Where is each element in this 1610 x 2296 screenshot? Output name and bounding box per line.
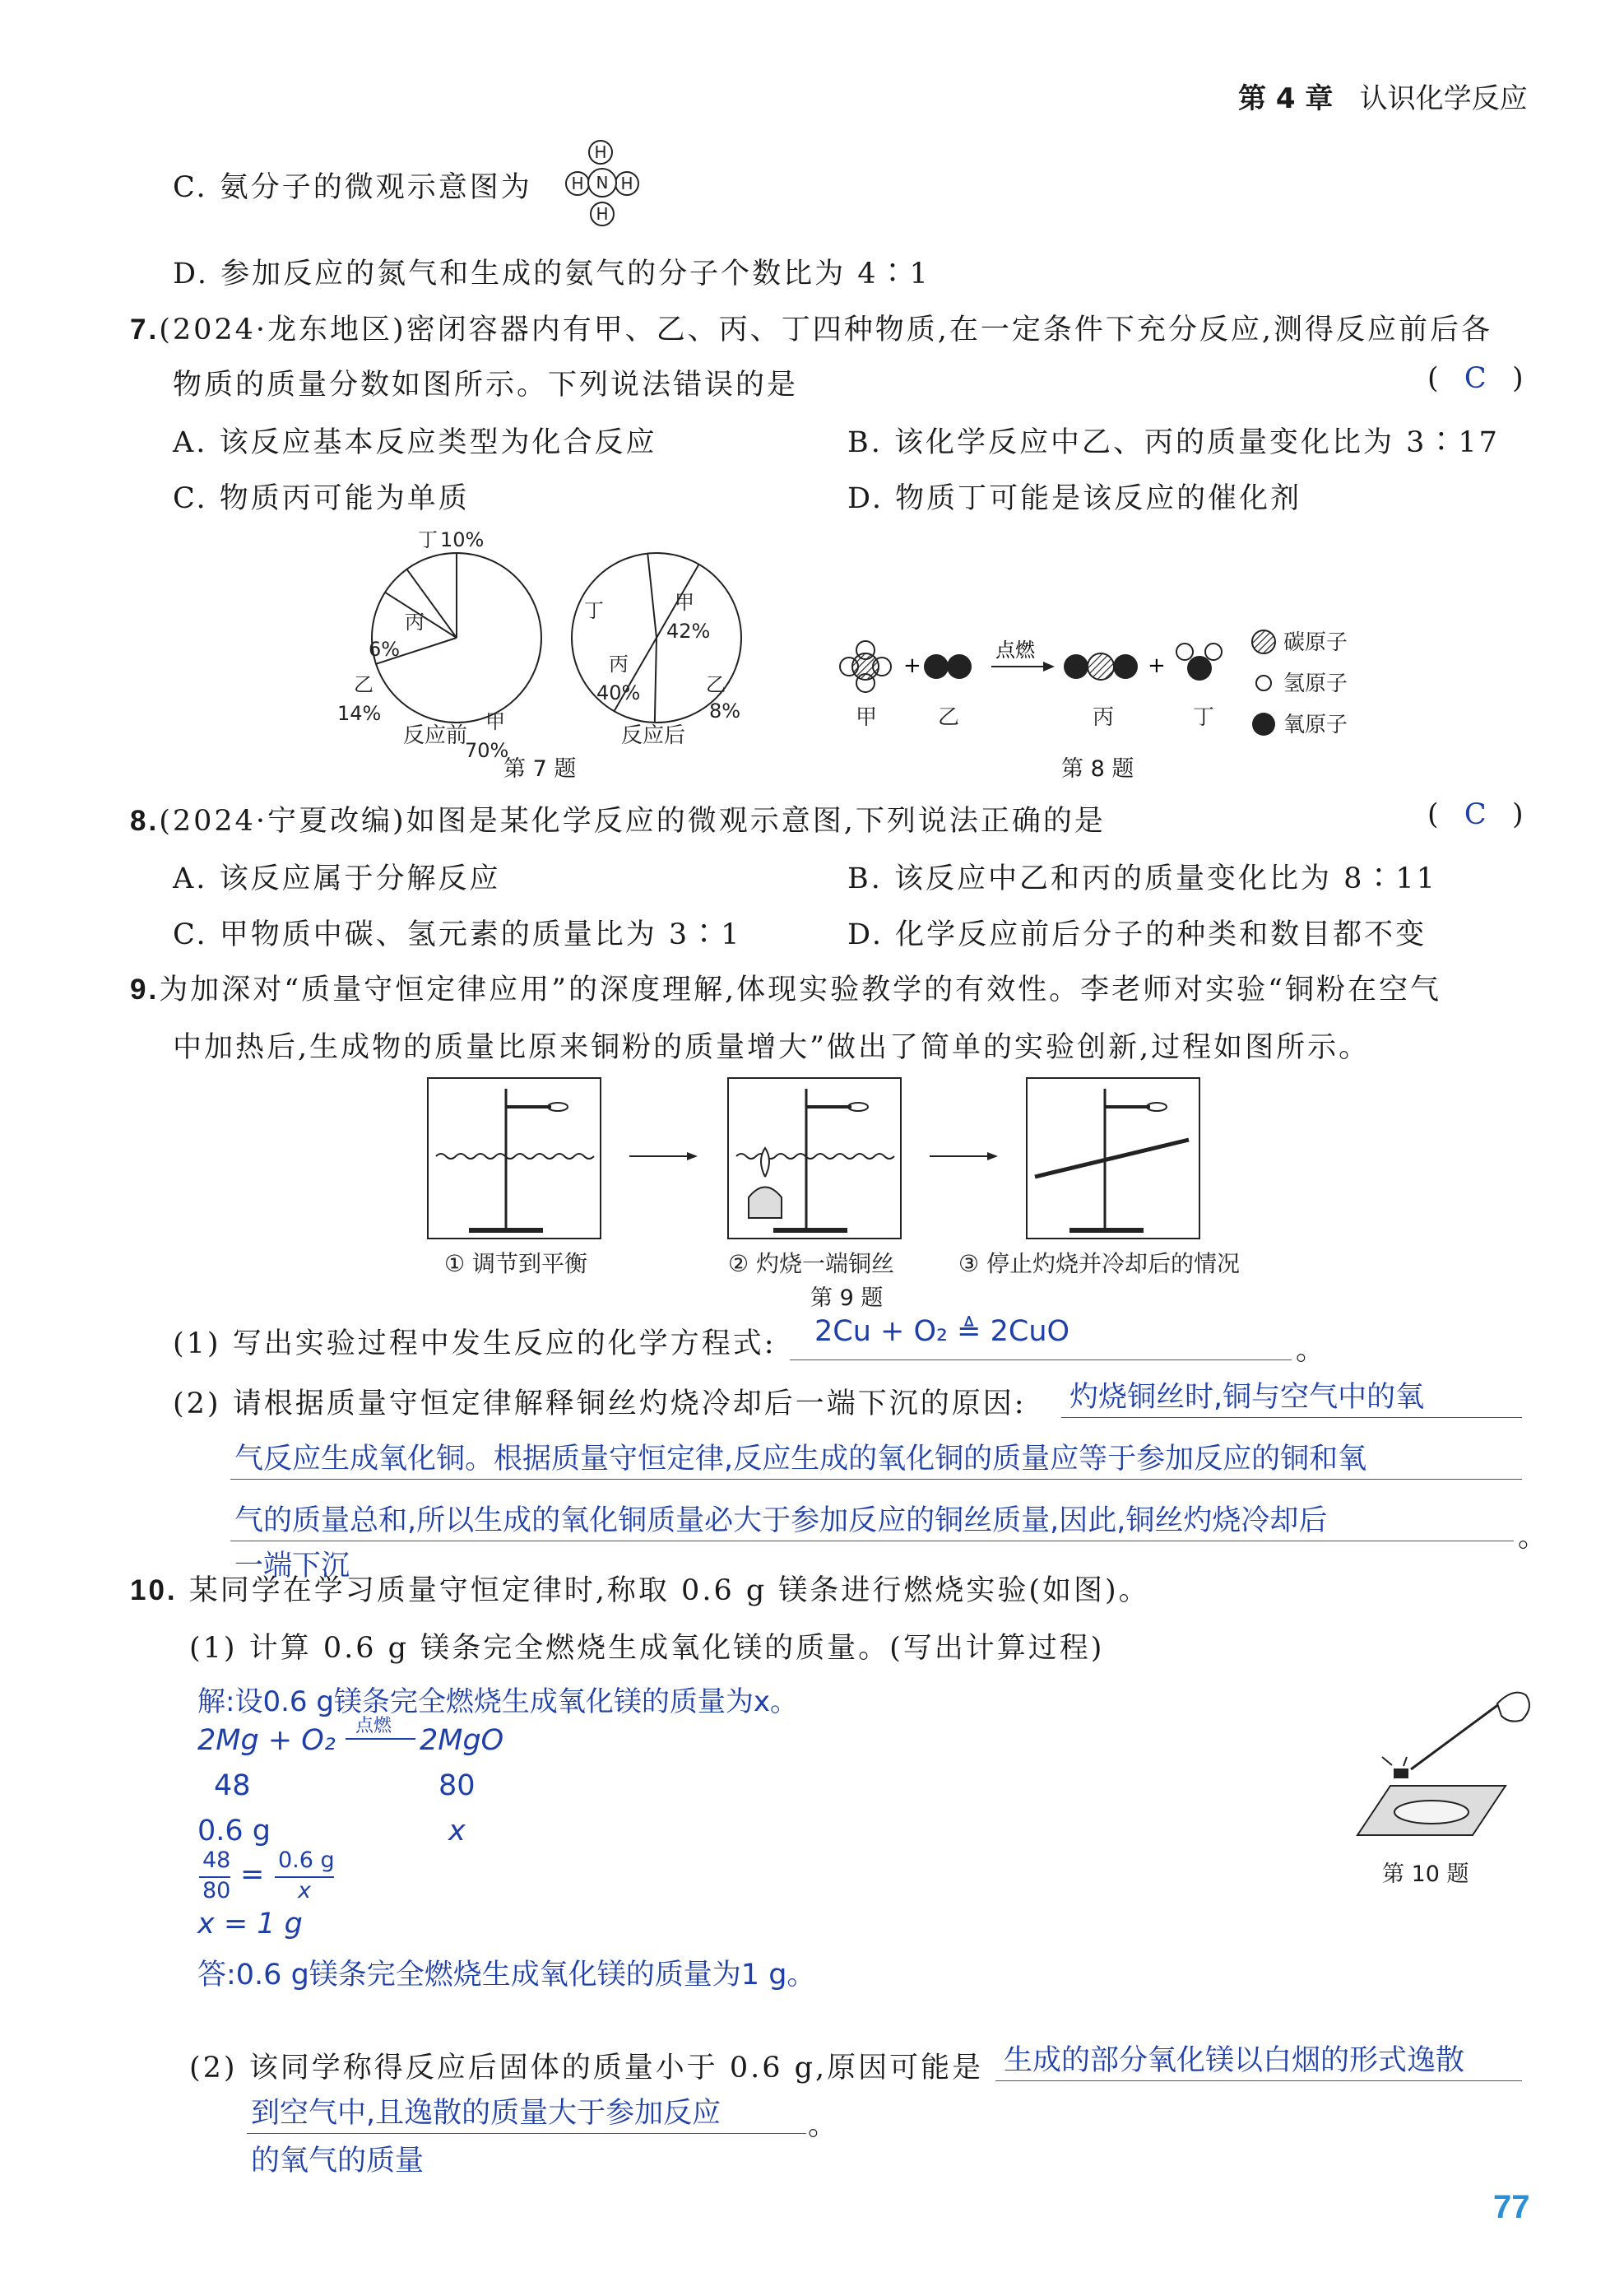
q7-option-b: B. 该化学反应中乙、丙的质量变化比为 3∶17	[847, 426, 1500, 459]
q10-part2-end: 。	[808, 2109, 840, 2142]
q10-mass-mgo: 80	[438, 1769, 476, 1802]
q9-underline-2	[230, 1479, 1522, 1480]
q10-result: x = 1 g	[197, 1908, 303, 1940]
label-yi: 乙	[938, 705, 960, 730]
q9-stem-line2: 中加热后,生成物的质量比原来铜粉的质量增大”做出了简单的实验创新,过程如图所示。	[173, 1031, 1371, 1064]
pie-before-label-yi: 乙	[354, 673, 374, 696]
svg-text:H: H	[571, 174, 584, 193]
q9-underline-1	[1061, 1417, 1522, 1418]
ammonia-molecule-diagram	[535, 136, 642, 226]
q9-part2-answer-line3: 气的质量总和,所以生成的氧化铜质量必大于参加反应的铜丝质量,因此,铜丝灼烧冷却后	[234, 1504, 1328, 1537]
q8-answer: C	[1464, 798, 1489, 831]
q9-part2-end: 。	[1518, 1521, 1550, 1554]
q10-frac1-den: 80	[202, 1878, 231, 1903]
reaction-condition: 点燃	[995, 639, 1035, 662]
q9-part2-prompt: (2) 请根据质量守恒定律解释铜丝灼烧冷却后一端下沉的原因:	[173, 1387, 1027, 1420]
q8-micro-diagram	[831, 617, 1374, 741]
q7-stem-text1: (2024·龙东地区)密闭容器内有甲、乙、丙、丁四种物质,在一定条件下充分反应,测得反应前后各	[159, 314, 1492, 346]
pie-before-label-ding: 丁	[418, 528, 438, 551]
svg-text:H: H	[596, 204, 609, 224]
q10-unknown: x	[448, 1815, 466, 1847]
q10-frac1-num: 48	[202, 1847, 231, 1873]
pie-after-label-yi: 乙	[706, 673, 726, 696]
label-ding: 丁	[1193, 705, 1215, 730]
q10-magnesium-burning-illustration	[1325, 1679, 1538, 1843]
q8-option-d: D. 化学反应前后分子的种类和数目都不变	[847, 918, 1427, 951]
q9-step-3: ③ 停止灼烧并冷却后的情况	[958, 1250, 1241, 1277]
q8-option-c: C. 甲物质中碳、氢元素的质量比为 3∶1	[173, 918, 742, 951]
q9-part2-answer-line2: 气反应生成氧化铜。根据质量守恒定律,反应生成的氧化铜的质量应等于参加反应的铜和氧	[234, 1443, 1367, 1476]
q7-option-c: C. 物质丙可能为单质	[173, 482, 470, 515]
q9-step-1: ① 调节到平衡	[444, 1250, 588, 1277]
svg-text:+: +	[903, 653, 921, 678]
molecule-bing	[1064, 653, 1138, 680]
svg-text:H: H	[620, 174, 633, 193]
q9-experiment-diagram	[420, 1074, 1242, 1304]
q9-panel-3	[1027, 1078, 1199, 1239]
q10-equation-right: 2MgO	[420, 1724, 504, 1757]
q10-part2-answer-line3: 的氧气的质量	[251, 2145, 425, 2177]
q8-answer-bracket: ( C )	[1427, 798, 1526, 831]
chapter-number: 第 4 章	[1238, 82, 1334, 115]
q10-given-mass: 0.6 g	[197, 1815, 271, 1847]
pie-before-label-jia: 甲	[485, 710, 505, 733]
q10-mass-mg: 48	[214, 1769, 251, 1802]
q6-option-c: C. 氨分子的微观示意图为	[173, 171, 532, 204]
molecule-jia	[840, 641, 891, 692]
label-bing: 丙	[1093, 705, 1115, 730]
q10-answer-sentence: 答:0.6 g镁条完全燃烧生成氧化镁的质量为1 g。	[197, 1959, 816, 1992]
q9-panel-1	[428, 1078, 601, 1239]
pie-after-pct-yi: 8%	[709, 699, 741, 723]
q10-frac2-den: x	[298, 1878, 311, 1903]
q10-equation-bar	[346, 1738, 415, 1740]
pie-after-pct-bing: 40%	[596, 681, 641, 704]
q9-part1-underline	[790, 1359, 1292, 1360]
q9-caption: 第 9 题	[810, 1285, 884, 1311]
svg-text:氧原子: 氧原子	[1283, 713, 1348, 737]
svg-text:+: +	[1148, 653, 1166, 678]
pie-after-pct-jia: 42%	[666, 620, 711, 643]
q9-part2-answer-line4: 一端下沉	[234, 1550, 350, 1583]
svg-text:氢原子: 氢原子	[1283, 672, 1348, 696]
svg-text:碳原子: 碳原子	[1283, 630, 1348, 655]
pie-after-caption: 反应后	[621, 723, 686, 748]
q8-stem	[130, 798, 1106, 839]
q10-frac2-num: 0.6 g	[278, 1847, 335, 1873]
q8-legend	[1252, 630, 1348, 737]
pie-before-pct-bing: 6%	[369, 638, 401, 661]
q10-underline-2	[247, 2133, 806, 2134]
q9-part1-answer: 2Cu + O₂ ≜ 2CuO	[814, 1315, 1070, 1348]
chapter-header	[1238, 76, 1528, 116]
q7-number: 7.	[130, 314, 160, 346]
q9-panel-2	[728, 1078, 901, 1239]
q9-part2-answer-line1: 灼烧铜丝时,铜与空气中的氧	[1069, 1381, 1425, 1414]
q9-stem-line1	[130, 967, 1441, 1008]
q10-part2-answer-line1: 生成的部分氧化镁以白烟的形式逸散	[1004, 2044, 1465, 2077]
q8-stem-text: (2024·宁夏改编)如图是某化学反应的微观示意图,下列说法正确的是	[159, 805, 1106, 838]
q7-stem-line1	[130, 307, 1492, 348]
q10-underline-1	[995, 2080, 1522, 2081]
q9-stem-text1: 为加深对“质量守恒定律应用”的深度理解,体现实验教学的有效性。李老师对实验“铜粉在空气	[159, 974, 1442, 1006]
q10-part1-prompt: (1) 计算 0.6 g 镁条完全燃烧生成氧化镁的质量。(写出计算过程)	[189, 1632, 1105, 1665]
chapter-title: 认识化学反应	[1359, 82, 1528, 115]
q10-caption: 第 10 题	[1382, 1861, 1469, 1887]
q10-part2-answer-line2: 到空气中,且逸散的质量大于参加反应	[251, 2097, 721, 2130]
q10-equation-condition: 点燃	[355, 1716, 392, 1736]
svg-text:H: H	[594, 142, 607, 162]
q7-stem-line2: 物质的质量分数如图所示。下列说法错误的是	[173, 369, 799, 402]
q8-number: 8.	[130, 805, 160, 837]
molecule-ding	[1176, 644, 1222, 681]
label-jia: 甲	[856, 705, 878, 730]
q9-part1-end: 。	[1296, 1334, 1328, 1367]
q8-option-b: B. 该反应中乙和丙的质量变化比为 8∶11	[847, 862, 1437, 895]
q7-answer: C	[1464, 362, 1489, 395]
q7-caption: 第 7 题	[503, 756, 577, 782]
pie-after-label-bing: 丙	[609, 653, 629, 676]
q9-part1-prompt: (1) 写出实验过程中发生反应的化学方程式:	[173, 1327, 777, 1360]
q6-option-d: D. 参加反应的氮气和生成的氨气的分子个数比为 4∶1	[173, 258, 930, 290]
q8-caption: 第 8 题	[1061, 756, 1134, 782]
q10-stem-text: 某同学在学习质量守恒定律时,称取 0.6 g 镁条进行燃烧实验(如图)。	[188, 1574, 1150, 1607]
q9-step-2: ② 灼烧一端铜丝	[728, 1250, 895, 1277]
q10-stem	[130, 1568, 1150, 1609]
q9-number: 9.	[130, 974, 160, 1006]
q7-option-d: D. 物质丁可能是该反应的催化剂	[847, 482, 1302, 515]
q8-option-a: A. 该反应属于分解反应	[173, 862, 501, 895]
page-number: 77	[1493, 2189, 1530, 2225]
q10-solution-setup: 解:设0.6 g镁条完全燃烧生成氧化镁的质量为x。	[197, 1685, 799, 1718]
q10-equation-left: 2Mg + O₂	[197, 1724, 336, 1757]
molecule-yi	[924, 654, 972, 679]
pie-after-label-ding: 丁	[584, 599, 604, 622]
pie-before-pct-jia: 70%	[465, 739, 509, 762]
q10-part2-prompt: (2) 该同学称得反应后固体的质量小于 0.6 g,原因可能是	[189, 2052, 984, 2085]
q10-number: 10.	[130, 1574, 178, 1606]
pie-before-pct-yi: 14%	[337, 702, 382, 725]
pie-before-caption: 反应前	[403, 723, 468, 748]
svg-text:N: N	[596, 173, 609, 193]
pie-before-label-bing: 丙	[405, 611, 425, 634]
pie-before-pct-ding: 10%	[440, 528, 485, 551]
q10-frac-equals: =	[240, 1858, 265, 1891]
pie-after-label-jia: 甲	[675, 591, 694, 614]
q7-option-a: A. 该反应基本反应类型为化合反应	[173, 426, 657, 459]
q7-answer-bracket: ( C )	[1427, 362, 1526, 395]
